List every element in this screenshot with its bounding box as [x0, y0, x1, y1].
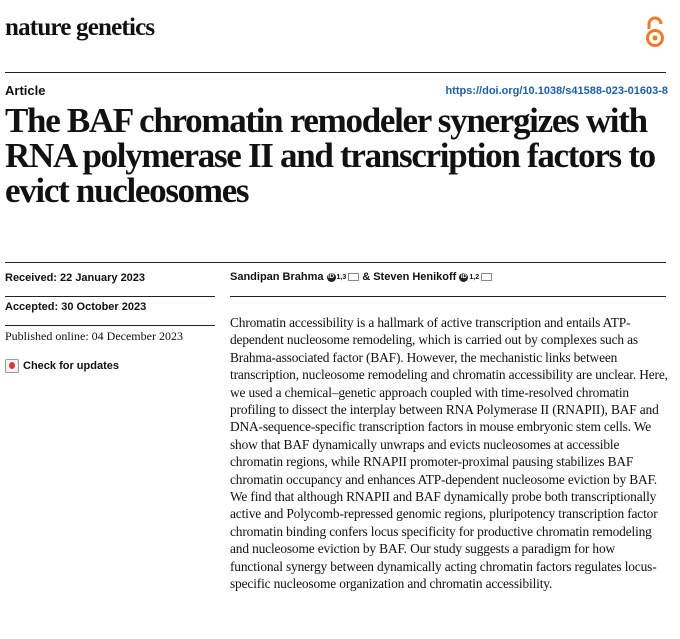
accepted-date: Accepted: 30 October 2023 [5, 297, 215, 326]
article-type-label: Article [5, 83, 46, 98]
orcid-icon[interactable]: iD [328, 273, 335, 280]
check-for-updates-label: Check for updates [23, 360, 119, 372]
author-separator: & [362, 271, 371, 283]
article-dates [5, 268, 215, 376]
author-name[interactable]: Steven Henikoff [373, 271, 457, 283]
received-date: Received: 22 January 2023 [5, 268, 215, 297]
abstract-text: Chromatin accessibility is a hallmark of active transcription and entails ATP-dependent nucleosome remodeling, which is carried out by complexes such as Brahma-associated factor (BAF). However, the mechanistic links between transcription, nucleosome remodeling and chromatin accessibility are unclear. Here, we used a chemical–genetic approach coupled with time-resolved chromatin profiling to dissect the interplay between RNA Polymerase II (RNAPII), BAF and DNA-sequence-specific transcription factors in mouse embryonic stem cells. We show that BAF dynamically unwraps and evicts nucleosomes at accessible chromatin regions, while RNAPII promoter-proximal pausing stabilizes BAF chromatin occupancy and enhances ATP-dependent nucleosome eviction by BAF. We find that although RNAPII and BAF dynamically probe both transcriptionally active and Polycomb-repressed genomic regions, pluripotency transcription factor chromatin binding confers locus specificity for productive chromatin remodeling and nucleosome eviction by BAF. Our study suggests a paradigm for how functional synergy between dynamically acting chromatin factors regulates locus-specific nucleosome organization and chromatin accessibility. [230, 315, 668, 592]
author-list [230, 271, 492, 283]
affiliation-marker: 1,3 [336, 273, 347, 281]
author-name[interactable]: Sandipan Brahma [230, 271, 324, 283]
title-divider [5, 262, 666, 263]
doi-link[interactable]: https://doi.org/10.1038/s41588-023-01603-8 [445, 85, 668, 97]
journal-name[interactable]: nature genetics [5, 14, 155, 41]
orcid-icon[interactable]: iD [460, 273, 467, 280]
header-divider [5, 72, 666, 73]
affiliation-marker: 1,2 [469, 273, 480, 281]
check-for-updates-button[interactable] [5, 356, 215, 376]
email-icon[interactable] [348, 273, 359, 281]
open-access-lock-icon [644, 16, 666, 48]
published-date: Published online: 04 December 2023 [5, 329, 183, 343]
author-divider [230, 296, 666, 297]
email-icon[interactable] [481, 273, 492, 281]
article-title: The BAF chromatin remodeler synergizes with RNA polymerase II and transcription factors to evict nucleosomes [5, 101, 655, 210]
check-updates-icon [5, 359, 19, 373]
